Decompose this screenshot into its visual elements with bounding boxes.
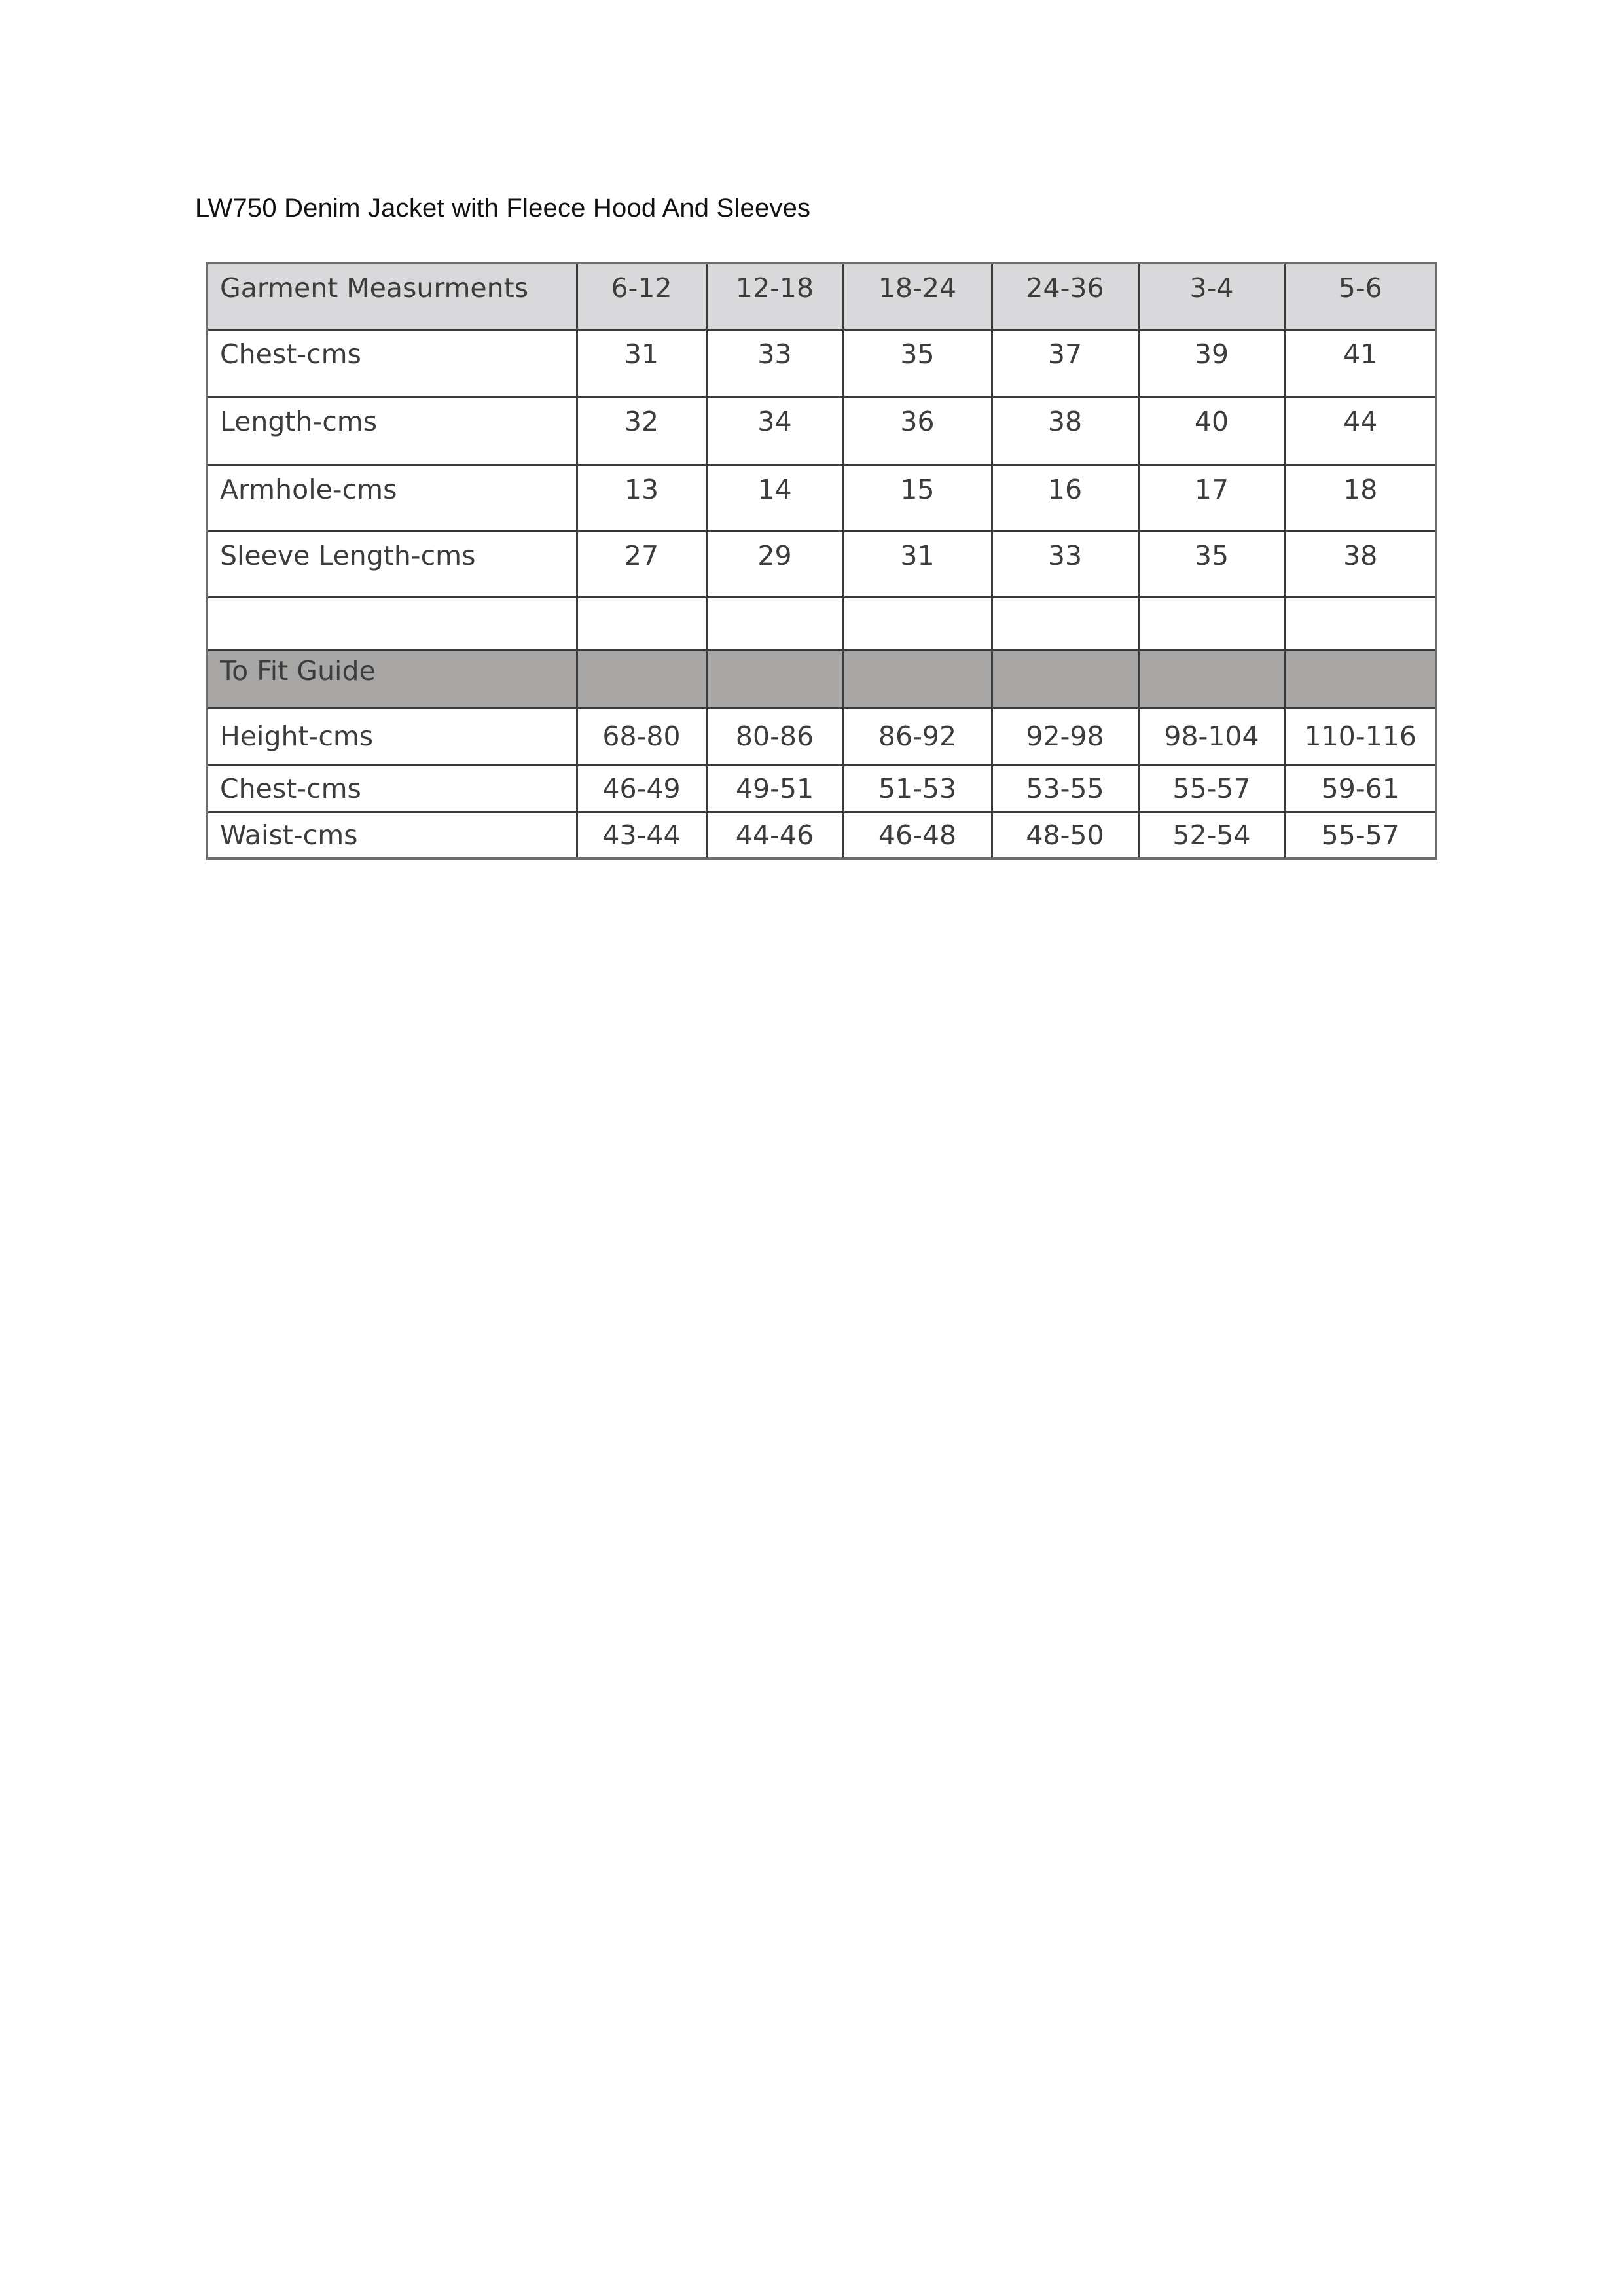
value-cell: 15 [843, 465, 992, 531]
table-row [207, 765, 1436, 812]
section-fill-cell [992, 650, 1138, 708]
row-label-cell: Waist-cms [207, 812, 577, 859]
value-cell: 46-48 [843, 812, 992, 859]
table-row [207, 531, 1436, 597]
value-cell: 52-54 [1138, 812, 1285, 859]
value-cell: 36 [843, 397, 992, 465]
value-cell: 39 [1138, 329, 1285, 397]
size-header-cell: 24-36 [992, 263, 1138, 329]
value-cell: 110-116 [1285, 708, 1436, 765]
value-cell: 55-57 [1138, 765, 1285, 812]
value-cell: 51-53 [843, 765, 992, 812]
value-cell: 34 [706, 397, 843, 465]
section-fill-cell [843, 650, 992, 708]
empty-cell [843, 597, 992, 650]
value-cell: 44 [1285, 397, 1436, 465]
section-fill-cell [1138, 650, 1285, 708]
empty-cell [992, 597, 1138, 650]
value-cell: 55-57 [1285, 812, 1436, 859]
section-label-cell: To Fit Guide [207, 650, 577, 708]
value-cell: 43-44 [577, 812, 706, 859]
row-label-cell: Sleeve Length-cms [207, 531, 577, 597]
size-header-cell: 5-6 [1285, 263, 1436, 329]
value-cell: 14 [706, 465, 843, 531]
table-row [207, 465, 1436, 531]
value-cell: 59-61 [1285, 765, 1436, 812]
size-chart-table [206, 262, 1437, 860]
value-cell: 38 [992, 397, 1138, 465]
row-label-cell: Length-cms [207, 397, 577, 465]
value-cell: 49-51 [706, 765, 843, 812]
size-header-cell: 18-24 [843, 263, 992, 329]
table-row [207, 812, 1436, 859]
value-cell: 35 [1138, 531, 1285, 597]
row-label-cell: Armhole-cms [207, 465, 577, 531]
value-cell: 33 [992, 531, 1138, 597]
row-label-cell: Chest-cms [207, 765, 577, 812]
value-cell: 37 [992, 329, 1138, 397]
value-cell: 53-55 [992, 765, 1138, 812]
value-cell: 38 [1285, 531, 1436, 597]
header-label-cell: Garment Measurments [207, 263, 577, 329]
document-title: LW750 Denim Jacket with Fleece Hood And Sleeves [195, 194, 811, 223]
value-cell: 31 [843, 531, 992, 597]
table-row [207, 708, 1436, 765]
section-fill-cell [577, 650, 706, 708]
size-header-cell: 12-18 [706, 263, 843, 329]
section-fill-cell [706, 650, 843, 708]
table-row [207, 329, 1436, 397]
empty-spacer-row [207, 597, 1436, 650]
value-cell: 33 [706, 329, 843, 397]
value-cell: 41 [1285, 329, 1436, 397]
value-cell: 35 [843, 329, 992, 397]
empty-cell [207, 597, 577, 650]
table-header-row [207, 263, 1436, 329]
value-cell: 16 [992, 465, 1138, 531]
empty-cell [1285, 597, 1436, 650]
value-cell: 98-104 [1138, 708, 1285, 765]
value-cell: 80-86 [706, 708, 843, 765]
value-cell: 86-92 [843, 708, 992, 765]
empty-cell [1138, 597, 1285, 650]
value-cell: 18 [1285, 465, 1436, 531]
row-label-cell: Chest-cms [207, 329, 577, 397]
value-cell: 13 [577, 465, 706, 531]
size-header-cell: 6-12 [577, 263, 706, 329]
value-cell: 44-46 [706, 812, 843, 859]
value-cell: 31 [577, 329, 706, 397]
size-header-cell: 3-4 [1138, 263, 1285, 329]
value-cell: 32 [577, 397, 706, 465]
value-cell: 68-80 [577, 708, 706, 765]
value-cell: 29 [706, 531, 843, 597]
value-cell: 27 [577, 531, 706, 597]
empty-cell [577, 597, 706, 650]
value-cell: 48-50 [992, 812, 1138, 859]
value-cell: 17 [1138, 465, 1285, 531]
empty-cell [706, 597, 843, 650]
value-cell: 46-49 [577, 765, 706, 812]
section-header-row [207, 650, 1436, 708]
row-label-cell: Height-cms [207, 708, 577, 765]
value-cell: 40 [1138, 397, 1285, 465]
table-row [207, 397, 1436, 465]
section-fill-cell [1285, 650, 1436, 708]
value-cell: 92-98 [992, 708, 1138, 765]
